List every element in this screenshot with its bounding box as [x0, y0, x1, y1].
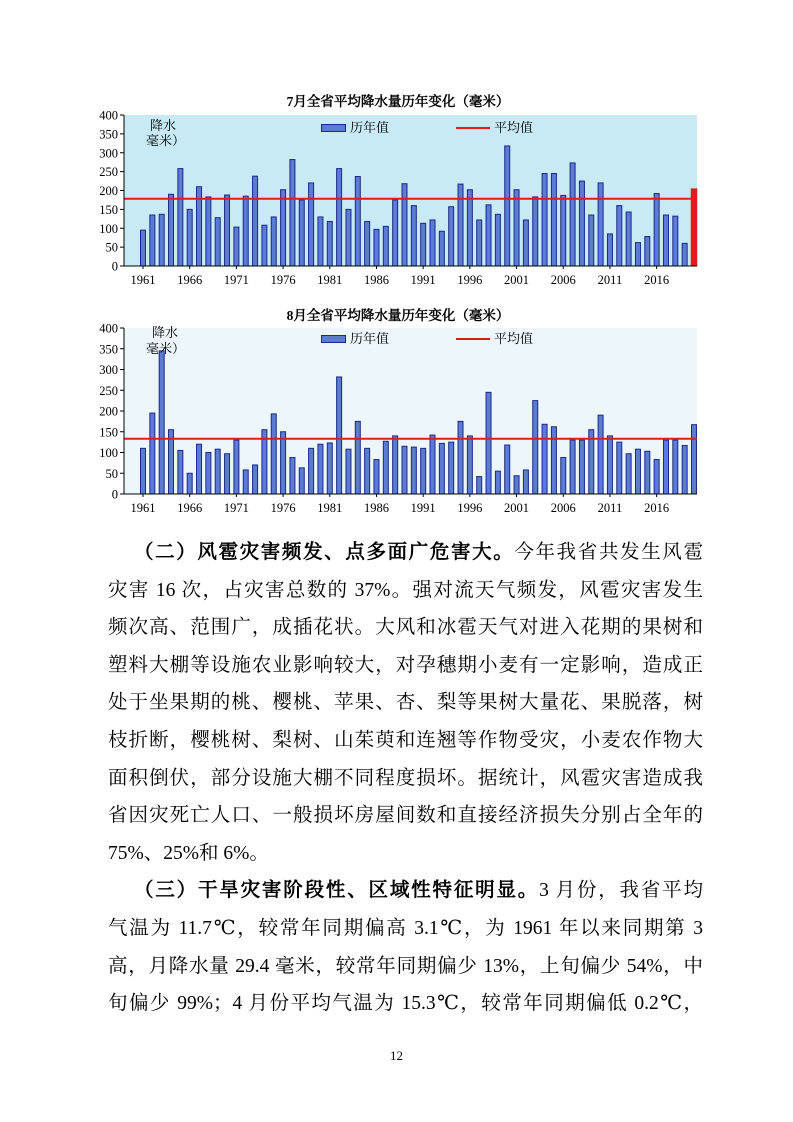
paragraph-line: 省因灾死亡人口、一般损坏房屋间数和直接经济损失分别占全年的: [108, 805, 703, 827]
bar-1973: [253, 465, 258, 494]
x-tick-label: 1971: [223, 501, 249, 515]
x-tick-label: 2011: [597, 501, 623, 515]
paragraph-line: 处于坐果期的桃、樱桃、苹果、杏、梨等果树大量花、果脱落，树: [108, 692, 703, 714]
paragraph-line: [108, 534, 703, 572]
bar-1988: [393, 200, 398, 266]
y-tick-label: 200: [99, 184, 118, 198]
page-number: 12: [390, 1048, 403, 1063]
y-tick-label: 400: [99, 321, 118, 336]
bar-2015: [645, 451, 650, 494]
bar-1971: [234, 227, 239, 266]
chart-title: 8月全省平均降水量历年变化（毫米）: [286, 308, 510, 323]
x-tick-label: 2006: [550, 273, 576, 287]
legend-average-line: [456, 338, 490, 340]
bar-2015: [645, 237, 650, 266]
bar-1994: [449, 207, 454, 266]
bar-1976: [281, 432, 286, 494]
bar-2002: [523, 220, 528, 266]
bar-1999: [495, 214, 500, 266]
y-axis-label-line2: 毫米）: [146, 341, 186, 356]
y-tick-label: 100: [99, 221, 118, 236]
bar-2019: [682, 243, 687, 266]
y-tick-label: 300: [99, 363, 118, 377]
x-tick-label: 1981: [317, 273, 343, 287]
paragraph-line: 塑料大棚等设施农业影响较大，对孕穗期小麦有一定影响，造成正: [108, 654, 703, 676]
bar-1979: [309, 183, 314, 266]
y-tick-label: 250: [99, 165, 118, 180]
bar-1992: [430, 220, 435, 266]
y-axis-label-line1: 降水: [152, 325, 179, 340]
bar-1962: [150, 215, 155, 266]
paragraph-line: 气温为 11.7℃，较常年同期偏高 3.1℃，为 1961 年以来同期第 3: [108, 917, 703, 939]
bar-1984: [355, 177, 360, 266]
y-tick-label: 0: [111, 259, 118, 274]
bar-1974: [262, 225, 267, 266]
bar-1965: [178, 169, 183, 266]
bar-1989: [402, 446, 407, 494]
bar-2011: [607, 436, 612, 494]
bar-2009: [589, 215, 594, 266]
y-tick-label: 200: [99, 404, 118, 419]
bar-1978: [299, 468, 304, 494]
bar-2008: [579, 440, 584, 494]
bar-1972: [243, 470, 248, 494]
x-tick-label: 1966: [177, 501, 203, 515]
bar-2000: [505, 146, 510, 266]
bar-2001: [514, 190, 519, 266]
bar-1992: [430, 435, 435, 494]
bar-1969: [215, 449, 220, 494]
x-tick-label: 1991: [410, 273, 436, 287]
bar-1987: [383, 226, 388, 266]
bar-1977: [290, 457, 295, 494]
paragraph-line: 枝折断，樱桃树、梨树、山茱萸和连翘等作物受灾，小麦农作物大: [108, 729, 703, 751]
bar-1997: [477, 220, 482, 266]
bar-1985: [365, 448, 370, 494]
y-tick-label: 100: [99, 446, 118, 460]
bar-2003: [533, 401, 538, 494]
bar-2011: [607, 234, 612, 266]
x-tick-label: 1966: [177, 273, 203, 287]
bar-2020: [691, 189, 697, 266]
bar-1984: [355, 421, 360, 494]
bar-1996: [467, 190, 472, 266]
bar-2012: [617, 442, 622, 494]
x-tick-label: 1981: [317, 501, 343, 515]
bar-2014: [635, 243, 640, 266]
bar-1975: [271, 414, 276, 494]
bar-2000: [505, 445, 510, 494]
legend-bar-swatch: [321, 124, 346, 132]
bar-1977: [290, 160, 295, 266]
bar-1994: [449, 442, 454, 494]
bar-1983: [346, 209, 351, 266]
x-tick-label: 1986: [363, 501, 389, 515]
bar-2018: [673, 216, 678, 266]
y-tick-label: 350: [99, 127, 118, 142]
x-tick-label: 1996: [457, 273, 483, 287]
bar-1983: [346, 449, 351, 494]
y-tick-label: 400: [99, 108, 118, 123]
bar-1998: [486, 205, 491, 266]
bar-1981: [327, 443, 332, 494]
paragraph-line: 旬偏少 99%；4 月份平均气温为 15.3℃，较常年同期偏低 0.2℃，: [108, 993, 703, 1015]
bar-2008: [579, 181, 584, 266]
legend-label-average: 平均值: [494, 120, 534, 135]
bar-2017: [663, 440, 668, 494]
bar-1961: [141, 230, 146, 266]
paragraph-line: 高，月降水量 29.4 毫米，较常年同期偏少 13%，上旬偏少 54%，中: [108, 955, 703, 977]
legend-average-line: [456, 127, 490, 129]
bar-2012: [617, 206, 622, 266]
body-text: [108, 534, 703, 1023]
x-tick-label: 2001: [504, 273, 530, 287]
paragraph-line: 频次高、范围广，成插花状。大风和冰雹天气对进入花期的果树和: [108, 617, 703, 639]
legend-label-historical: 历年值: [350, 120, 390, 135]
bar-2005: [551, 174, 556, 266]
x-tick-label: 1961: [130, 501, 156, 515]
paragraph-text: 3 月份，我省平均: [539, 880, 703, 902]
bar-1968: [206, 453, 211, 495]
bar-2007: [570, 440, 575, 494]
x-tick-label: 1976: [270, 273, 296, 287]
bar-1978: [299, 200, 304, 266]
bar-2013: [626, 454, 631, 494]
x-tick-label: 1986: [363, 273, 389, 287]
bar-1968: [206, 197, 211, 266]
bar-1962: [150, 413, 155, 494]
paragraph-text: 今年我省共发生风雹: [514, 542, 703, 563]
bar-2019: [682, 445, 687, 494]
bar-1971: [234, 440, 239, 494]
x-tick-label: 2001: [504, 501, 530, 515]
y-tick-label: 50: [105, 240, 118, 255]
bar-1990: [411, 447, 416, 494]
x-tick-label: 1976: [270, 501, 296, 515]
x-tick-label: 1971: [223, 273, 249, 287]
legend-label-average: 平均值: [494, 331, 534, 346]
bar-2001: [514, 476, 519, 494]
bar-1970: [225, 454, 230, 494]
bar-1993: [439, 443, 444, 494]
bar-1973: [253, 176, 258, 266]
paragraph-line: 面积倒伏，部分设施大棚不同程度损坏。据统计，风雹灾害造成我: [108, 767, 703, 789]
y-axis-label-line1: 降水: [150, 118, 177, 133]
bar-2004: [542, 174, 547, 266]
y-tick-label: 250: [99, 383, 118, 398]
x-tick-label: 2016: [644, 273, 670, 287]
bar-1985: [365, 221, 370, 266]
bar-2014: [635, 449, 640, 494]
bar-2020: [692, 425, 697, 494]
x-tick-label: 1996: [457, 501, 483, 515]
x-tick-label: 2011: [597, 273, 623, 287]
y-axis-label-line2: 毫米）: [146, 133, 186, 148]
bar-1988: [393, 436, 398, 494]
bar-2018: [673, 440, 678, 494]
bar-1966: [187, 473, 192, 494]
bar-1961: [141, 448, 146, 494]
bar-2003: [533, 197, 538, 266]
bar-2016: [654, 194, 659, 266]
bar-1989: [402, 184, 407, 266]
bar-1972: [243, 196, 248, 266]
bar-1997: [477, 477, 482, 494]
bar-1969: [215, 218, 220, 266]
bar-1979: [309, 448, 314, 494]
bar-1963: [159, 214, 164, 266]
bar-1986: [374, 460, 379, 494]
bar-1981: [327, 221, 332, 266]
bar-1987: [383, 441, 388, 494]
bar-2010: [598, 415, 603, 494]
bar-2017: [663, 215, 668, 266]
bar-2010: [598, 183, 603, 266]
bar-1986: [374, 229, 379, 266]
bar-2006: [561, 195, 566, 266]
bar-2006: [561, 457, 566, 494]
x-tick-label: 1961: [130, 273, 156, 287]
bar-1975: [271, 217, 276, 266]
bar-2007: [570, 163, 575, 266]
bar-1980: [318, 217, 323, 266]
bar-1982: [337, 377, 342, 494]
bar-1993: [439, 231, 444, 266]
bar-1999: [495, 471, 500, 494]
section-heading: （三）干旱灾害阶段性、区域性特征明显。: [134, 880, 540, 902]
bar-2004: [542, 424, 547, 494]
bar-1970: [225, 195, 230, 266]
bar-1996: [467, 436, 472, 494]
y-tick-label: 150: [99, 425, 118, 440]
bar-1966: [187, 209, 192, 266]
bar-1965: [178, 450, 183, 494]
y-tick-label: 150: [99, 202, 118, 217]
x-tick-label: 1991: [410, 501, 436, 515]
bar-1998: [486, 392, 491, 494]
bar-2002: [523, 470, 528, 494]
bar-1976: [281, 190, 286, 266]
bar-2016: [654, 460, 659, 494]
bar-1967: [197, 444, 202, 494]
bar-1982: [337, 169, 342, 266]
paragraph-line: 灾害 16 次，占灾害总数的 37%。强对流天气频发，风雹灾害发生: [108, 579, 703, 601]
bar-1990: [411, 206, 416, 266]
bar-1991: [421, 448, 426, 494]
bar-1980: [318, 444, 323, 494]
bar-1991: [421, 223, 426, 266]
y-tick-label: 300: [99, 146, 118, 161]
y-tick-label: 0: [111, 487, 118, 502]
bar-1964: [169, 194, 174, 266]
x-tick-label: 2006: [550, 501, 576, 515]
bar-1995: [458, 421, 463, 494]
paragraph-line: [108, 872, 703, 910]
bar-1963: [159, 351, 164, 494]
bar-2013: [626, 212, 631, 266]
legend-bar-swatch: [321, 335, 346, 343]
y-tick-label: 50: [105, 466, 118, 481]
bar-2005: [551, 427, 556, 494]
section-heading: （二）风雹灾害频发、点多面广危害大。: [134, 542, 515, 563]
chart-title: 7月全省平均降水量历年变化（毫米）: [286, 94, 510, 109]
paragraph-line: 75%、25%和 6%。: [108, 842, 269, 864]
x-tick-label: 2016: [644, 501, 670, 515]
legend-label-historical: 历年值: [350, 331, 390, 346]
bar-1995: [458, 184, 463, 266]
y-tick-label: 350: [99, 342, 118, 357]
